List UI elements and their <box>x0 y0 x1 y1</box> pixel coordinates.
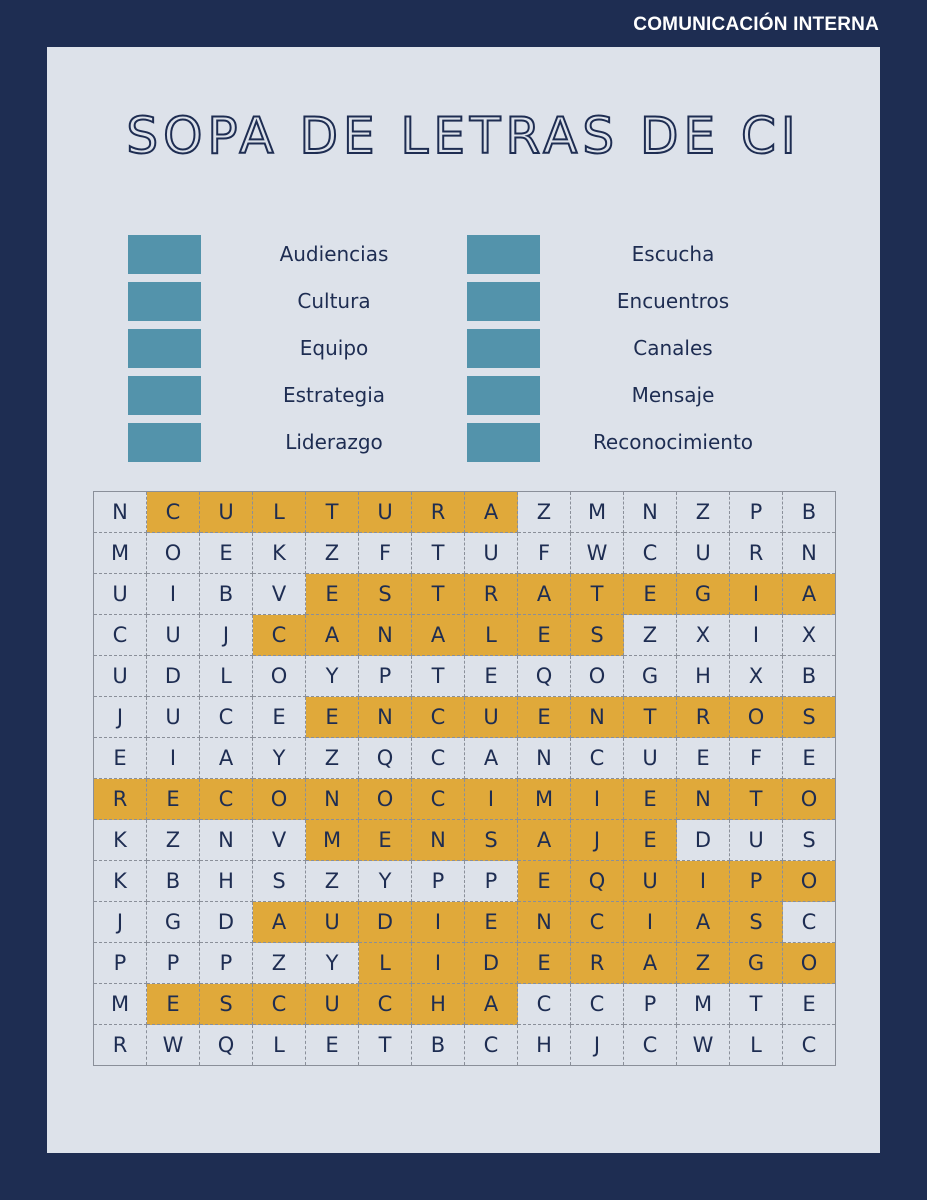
grid-cell[interactable]: B <box>783 492 835 533</box>
grid-cell[interactable]: O <box>359 779 412 820</box>
grid-cell[interactable]: E <box>624 574 677 615</box>
grid-cell[interactable]: S <box>783 820 835 861</box>
grid-cell[interactable]: B <box>412 1025 465 1065</box>
grid-cell[interactable]: K <box>94 820 147 861</box>
grid-cell[interactable]: T <box>730 779 783 820</box>
grid-cell[interactable]: O <box>253 656 306 697</box>
grid-cell[interactable]: Z <box>306 861 359 902</box>
grid-cell[interactable]: E <box>624 779 677 820</box>
grid-cell[interactable]: E <box>147 779 200 820</box>
grid-cell[interactable]: J <box>571 1025 624 1065</box>
grid-cell[interactable]: K <box>253 533 306 574</box>
grid-cell[interactable]: H <box>677 656 730 697</box>
word-checkbox[interactable] <box>128 423 201 462</box>
grid-cell[interactable]: C <box>253 984 306 1025</box>
grid-cell[interactable]: N <box>571 697 624 738</box>
grid-cell[interactable]: I <box>730 615 783 656</box>
grid-cell[interactable]: L <box>200 656 253 697</box>
grid-cell[interactable]: T <box>306 492 359 533</box>
grid-cell[interactable]: C <box>783 902 835 943</box>
word-checkbox[interactable] <box>128 376 201 415</box>
grid-cell[interactable]: U <box>147 615 200 656</box>
grid-cell[interactable]: Z <box>677 492 730 533</box>
grid-cell[interactable]: S <box>253 861 306 902</box>
grid-cell[interactable]: N <box>783 533 835 574</box>
grid-cell[interactable]: X <box>730 656 783 697</box>
grid-cell[interactable]: A <box>465 492 518 533</box>
grid-cell[interactable]: Z <box>253 943 306 984</box>
grid-cell[interactable]: M <box>94 533 147 574</box>
word-checkbox[interactable] <box>467 235 540 274</box>
grid-cell[interactable]: P <box>624 984 677 1025</box>
word-list-item: Reconocimiento <box>592 430 754 454</box>
grid-cell[interactable]: E <box>624 820 677 861</box>
grid-cell[interactable]: A <box>253 902 306 943</box>
grid-cell[interactable]: A <box>306 615 359 656</box>
word-search-grid <box>93 491 836 1066</box>
grid-cell[interactable]: U <box>147 697 200 738</box>
grid-cell[interactable]: C <box>412 779 465 820</box>
grid-cell[interactable]: C <box>200 779 253 820</box>
grid-cell[interactable]: P <box>147 943 200 984</box>
header-label: COMUNICACIÓN INTERNA <box>633 14 879 35</box>
word-list-item: Cultura <box>297 289 371 313</box>
grid-cell[interactable]: R <box>94 779 147 820</box>
grid-cell[interactable]: F <box>518 533 571 574</box>
grid-cell[interactable]: B <box>200 574 253 615</box>
grid-cell[interactable]: Z <box>147 820 200 861</box>
grid-cell[interactable]: P <box>465 861 518 902</box>
grid-cell[interactable]: P <box>412 861 465 902</box>
grid-cell[interactable]: F <box>730 738 783 779</box>
grid-cell[interactable]: T <box>571 574 624 615</box>
grid-cell[interactable]: X <box>783 615 835 656</box>
grid-cell[interactable]: J <box>94 902 147 943</box>
grid-cell[interactable]: I <box>624 902 677 943</box>
grid-cell[interactable]: B <box>147 861 200 902</box>
grid-cell[interactable]: C <box>624 1025 677 1065</box>
word-checkbox[interactable] <box>467 329 540 368</box>
word-checkbox[interactable] <box>467 423 540 462</box>
grid-cell[interactable]: H <box>200 861 253 902</box>
grid-cell[interactable]: I <box>730 574 783 615</box>
grid-cell[interactable]: V <box>253 574 306 615</box>
grid-cell[interactable]: S <box>730 902 783 943</box>
grid-cell[interactable]: U <box>624 861 677 902</box>
grid-cell[interactable]: N <box>412 820 465 861</box>
grid-cell[interactable]: E <box>783 984 835 1025</box>
grid-cell[interactable]: E <box>518 615 571 656</box>
grid-cell[interactable]: C <box>200 697 253 738</box>
grid-cell[interactable]: U <box>359 492 412 533</box>
grid-cell[interactable]: C <box>624 533 677 574</box>
grid-cell[interactable]: T <box>412 574 465 615</box>
grid-cell[interactable]: U <box>465 697 518 738</box>
grid-cell[interactable]: E <box>94 738 147 779</box>
grid-cell[interactable]: M <box>94 984 147 1025</box>
grid-cell[interactable]: N <box>518 902 571 943</box>
grid-cell[interactable]: E <box>253 697 306 738</box>
grid-cell[interactable]: L <box>730 1025 783 1065</box>
word-list-item: Canales <box>633 336 713 360</box>
grid-cell[interactable]: D <box>200 902 253 943</box>
grid-cell[interactable]: W <box>147 1025 200 1065</box>
grid-cell[interactable]: X <box>677 615 730 656</box>
grid-cell[interactable]: D <box>465 943 518 984</box>
grid-cell[interactable]: U <box>730 820 783 861</box>
grid-cell[interactable]: N <box>359 697 412 738</box>
word-checkbox[interactable] <box>467 282 540 321</box>
grid-cell[interactable]: S <box>783 697 835 738</box>
grid-cell[interactable]: S <box>359 574 412 615</box>
grid-cell[interactable]: R <box>465 574 518 615</box>
grid-cell[interactable]: E <box>677 738 730 779</box>
grid-cell[interactable]: N <box>677 779 730 820</box>
grid-cell[interactable]: J <box>94 697 147 738</box>
grid-cell[interactable]: D <box>147 656 200 697</box>
word-checkbox[interactable] <box>128 235 201 274</box>
word-checkbox[interactable] <box>128 329 201 368</box>
grid-cell[interactable]: Y <box>359 861 412 902</box>
grid-cell[interactable]: Q <box>518 656 571 697</box>
grid-cell[interactable]: P <box>359 656 412 697</box>
grid-cell[interactable]: Y <box>306 656 359 697</box>
grid-cell[interactable]: V <box>253 820 306 861</box>
grid-cell[interactable]: Q <box>571 861 624 902</box>
grid-cell[interactable]: M <box>518 779 571 820</box>
grid-cell[interactable]: E <box>306 1025 359 1065</box>
grid-cell[interactable]: G <box>624 656 677 697</box>
grid-cell[interactable]: A <box>412 615 465 656</box>
grid-cell[interactable]: M <box>306 820 359 861</box>
grid-cell[interactable]: O <box>783 943 835 984</box>
grid-cell[interactable]: U <box>306 902 359 943</box>
grid-cell[interactable]: Q <box>359 738 412 779</box>
grid-cell[interactable]: O <box>571 656 624 697</box>
grid-cell[interactable]: Z <box>306 738 359 779</box>
grid-cell[interactable]: B <box>783 656 835 697</box>
grid-cell[interactable]: A <box>518 820 571 861</box>
grid-cell[interactable]: T <box>624 697 677 738</box>
grid-cell[interactable]: R <box>730 533 783 574</box>
word-list-item: Audiencias <box>279 242 389 266</box>
grid-cell[interactable]: J <box>571 820 624 861</box>
grid-cell[interactable]: L <box>359 943 412 984</box>
grid-cell[interactable]: U <box>200 492 253 533</box>
grid-cell[interactable]: I <box>412 943 465 984</box>
grid-cell[interactable]: D <box>359 902 412 943</box>
page-title: SOPA DE LETRAS DE CI <box>126 107 801 165</box>
grid-cell[interactable]: F <box>359 533 412 574</box>
grid-cell[interactable]: U <box>465 533 518 574</box>
grid-cell[interactable]: P <box>94 943 147 984</box>
grid-cell[interactable]: G <box>730 943 783 984</box>
grid-cell[interactable]: I <box>147 738 200 779</box>
word-list-item: Mensaje <box>631 383 715 407</box>
grid-cell[interactable]: L <box>465 615 518 656</box>
grid-cell[interactable]: S <box>571 615 624 656</box>
grid-cell[interactable]: Z <box>518 492 571 533</box>
grid-cell[interactable]: J <box>200 615 253 656</box>
grid-cell[interactable]: S <box>465 820 518 861</box>
grid-cell[interactable]: O <box>730 697 783 738</box>
word-list-item: Encuentros <box>616 289 730 313</box>
grid-cell[interactable]: N <box>624 492 677 533</box>
grid-cell[interactable]: E <box>518 697 571 738</box>
grid-cell[interactable]: T <box>412 533 465 574</box>
grid-cell[interactable]: Z <box>677 943 730 984</box>
grid-cell[interactable]: O <box>783 861 835 902</box>
word-list-item: Escucha <box>631 242 715 266</box>
grid-cell[interactable]: I <box>677 861 730 902</box>
grid-cell[interactable]: C <box>412 697 465 738</box>
grid-cell[interactable]: E <box>465 902 518 943</box>
grid-cell[interactable]: U <box>94 656 147 697</box>
grid-cell[interactable]: E <box>306 697 359 738</box>
grid-cell[interactable]: H <box>412 984 465 1025</box>
grid-cell[interactable]: E <box>518 861 571 902</box>
grid-cell[interactable]: U <box>306 984 359 1025</box>
grid-cell[interactable]: O <box>147 533 200 574</box>
grid-cell[interactable]: U <box>94 574 147 615</box>
grid-cell[interactable]: S <box>200 984 253 1025</box>
grid-cell[interactable]: C <box>147 492 200 533</box>
grid-cell[interactable]: C <box>571 738 624 779</box>
word-checkbox[interactable] <box>128 282 201 321</box>
grid-cell[interactable]: Z <box>306 533 359 574</box>
grid-cell[interactable]: L <box>253 492 306 533</box>
grid-cell[interactable]: P <box>200 943 253 984</box>
grid-cell[interactable]: E <box>200 533 253 574</box>
grid-cell[interactable]: E <box>359 820 412 861</box>
grid-cell[interactable]: E <box>465 656 518 697</box>
grid-cell[interactable]: W <box>571 533 624 574</box>
grid-cell[interactable]: E <box>518 943 571 984</box>
grid-cell[interactable]: G <box>147 902 200 943</box>
grid-cell[interactable]: C <box>412 738 465 779</box>
grid-cell[interactable]: A <box>465 984 518 1025</box>
grid-cell[interactable]: N <box>306 779 359 820</box>
grid-cell[interactable]: U <box>677 533 730 574</box>
grid-cell[interactable]: E <box>306 574 359 615</box>
grid-cell[interactable]: C <box>465 1025 518 1065</box>
grid-cell[interactable]: G <box>677 574 730 615</box>
grid-cell[interactable]: L <box>253 1025 306 1065</box>
grid-cell[interactable]: E <box>147 984 200 1025</box>
grid-cell[interactable]: Q <box>200 1025 253 1065</box>
grid-cell[interactable]: I <box>147 574 200 615</box>
grid-cell[interactable]: K <box>94 861 147 902</box>
grid-cell[interactable]: C <box>571 902 624 943</box>
grid-cell[interactable]: R <box>412 492 465 533</box>
grid-cell[interactable]: E <box>783 738 835 779</box>
grid-cell[interactable]: A <box>465 738 518 779</box>
grid-cell[interactable]: R <box>677 697 730 738</box>
grid-cell[interactable]: H <box>518 1025 571 1065</box>
grid-cell[interactable]: N <box>200 820 253 861</box>
grid-cell[interactable]: O <box>783 779 835 820</box>
grid-cell[interactable]: N <box>518 738 571 779</box>
grid-cell[interactable]: C <box>359 984 412 1025</box>
grid-cell[interactable]: R <box>94 1025 147 1065</box>
word-list-item: Equipo <box>299 336 369 360</box>
grid-cell[interactable]: C <box>571 984 624 1025</box>
grid-cell[interactable]: Y <box>306 943 359 984</box>
grid-cell[interactable]: M <box>677 984 730 1025</box>
grid-cell[interactable]: A <box>518 574 571 615</box>
grid-cell[interactable]: U <box>624 738 677 779</box>
grid-cell[interactable]: C <box>801 1033 817 1057</box>
grid-cell[interactable]: I <box>465 779 518 820</box>
word-list-item: Estrategia <box>282 383 386 407</box>
grid-cell[interactable]: P <box>730 861 783 902</box>
word-checkbox[interactable] <box>467 376 540 415</box>
grid-cell[interactable]: A <box>783 574 835 615</box>
grid-cell[interactable]: A <box>200 738 253 779</box>
grid-cell[interactable]: A <box>624 943 677 984</box>
grid-cell[interactable]: Y <box>253 738 306 779</box>
grid-cell[interactable]: W <box>677 1025 730 1065</box>
grid-cell[interactable]: P <box>730 492 783 533</box>
grid-cell[interactable]: C <box>94 615 147 656</box>
grid-cell[interactable]: D <box>677 820 730 861</box>
grid-cell[interactable]: T <box>412 656 465 697</box>
grid-cell[interactable]: I <box>412 902 465 943</box>
grid-cell[interactable]: N <box>94 492 147 533</box>
grid-cell[interactable]: I <box>571 779 624 820</box>
grid-cell[interactable]: R <box>571 943 624 984</box>
grid-cell[interactable]: A <box>677 902 730 943</box>
grid-cell[interactable]: N <box>359 615 412 656</box>
grid-cell[interactable]: M <box>571 492 624 533</box>
grid-cell[interactable]: C <box>518 984 571 1025</box>
grid-cell[interactable]: T <box>730 984 783 1025</box>
grid-cell[interactable]: T <box>359 1025 412 1065</box>
grid-cell[interactable]: C <box>253 615 306 656</box>
grid-cell[interactable]: O <box>253 779 306 820</box>
grid-cell[interactable]: Z <box>624 615 677 656</box>
word-list-item: Liderazgo <box>285 430 383 454</box>
